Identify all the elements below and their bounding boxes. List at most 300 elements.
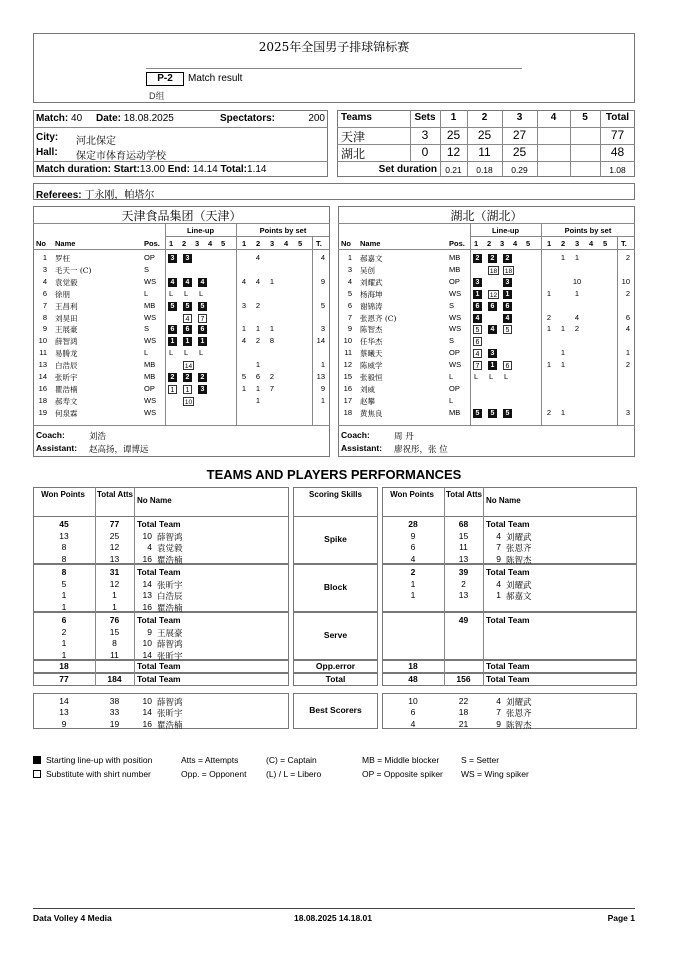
player-position: S [144,264,150,274]
player-name: 陈智杰 [506,720,532,731]
team-total-label: Total Team [137,674,181,684]
starting-position-box: 5 [503,409,512,418]
duration-line [36,164,266,175]
player-name: 毛天一 (C) [55,265,92,275]
score-total: 77 [610,128,625,142]
player-name: 白浩辰 [55,361,78,371]
starting-position-box: 3 [488,349,497,358]
substitute-box: 7 [473,361,482,370]
player-set-points: 1 [560,348,566,358]
player-name: 薛智鸿 [157,697,183,708]
perf-col [95,487,96,517]
player-name: 薛智鸿 [157,532,183,543]
player-position: S [144,324,150,334]
starting-position-box: 5 [473,409,482,418]
roster-rule [338,425,635,426]
player-number: 9 [347,324,352,334]
total-atts: 33 [109,707,120,717]
legend-item: S = Setter [461,755,500,765]
player-number: 16 [343,383,352,393]
total-atts: 13 [109,553,120,564]
player-number: 11 [344,348,352,358]
player-set-points: 1 [255,395,261,405]
player-number: 19 [38,407,47,417]
score-header-7: Total [605,112,630,123]
player-name: 张昕宇 [157,709,183,719]
total-atts-header: Total Atts [97,490,133,499]
legend-item: Substitute with shirt number [46,769,151,779]
team-total-label: Total Team [486,674,530,684]
col-points-set: 1 [547,239,552,248]
player-name: 刘昊田 [55,313,78,323]
total-atts: 19 [109,718,120,729]
perf-col [483,660,484,673]
player-position: OP [449,348,460,358]
starting-position-box: 4 [168,278,177,287]
col-lineup-set: 3 [500,239,505,248]
player-position: WS [144,407,157,417]
performance-title: TEAMS AND PLAYERS PERFORMANCES [206,467,462,482]
player-set-points: 7 [269,383,275,393]
player-name: 赵攀 [360,396,375,406]
player-position: MB [144,372,156,381]
player-name: Total Team [137,567,181,577]
col-lineup-set: 2 [487,239,492,248]
player-name: 瞿浩楠 [157,555,183,566]
substitute-box: 12 [489,291,498,299]
col-pos: Pos. [449,239,465,248]
player-number: 15 [343,372,352,381]
substitute-box: 1 [183,385,192,394]
won-points: 6 [61,615,67,625]
player-set-points: 1 [241,383,247,393]
player-position: OP [449,383,460,393]
score-sets: 3 [421,128,429,142]
player-total: 1 [625,348,630,358]
player-total: 3 [625,407,630,417]
total-atts: 11 [459,542,468,552]
col-lineup-set: 1 [169,239,174,248]
match-line [36,113,82,124]
starting-position-box: 2 [503,254,512,263]
roster-col [470,223,471,425]
col-pos: Pos. [144,239,160,248]
player-total: 4 [320,253,325,262]
player-number: 4 [347,276,352,286]
total-value: 1.14 [247,164,267,175]
player-set-points: 4 [255,253,261,262]
libero-mark: L [184,288,189,298]
player-set-points: 1 [255,383,261,393]
match-number: 40 [71,113,83,124]
player-name: 王展豪 [55,325,78,335]
score-header-4: 3 [516,112,523,123]
perf-col [483,673,484,686]
legend-item: MB = Middle blocker [362,755,440,765]
total-label: Total: [220,164,248,175]
starting-position-box: 3 [183,254,192,263]
player-total: 10 [621,276,630,286]
player-name: 蔡曦天 [360,349,383,359]
player-set-points: 3 [241,300,247,310]
player-set-points: 4 [241,276,247,286]
starting-position-box: 2 [473,254,482,263]
team-name: 天津食品集团（天津） [121,209,242,223]
footer-left: Data Volley 4 Media [33,913,112,923]
start-label: Start: [113,164,140,175]
player-no: 9 [496,718,501,729]
substitute-box: 6 [503,361,512,370]
player-position: WS [449,312,462,322]
player-position: WS [449,288,462,298]
player-position: S [449,336,455,346]
player-total: 3 [320,324,325,334]
won-points: 2 [61,626,67,637]
player-name: 郝嘉文 [360,254,383,263]
player-no: 7 [496,542,501,552]
player-name: 罗枉 [55,254,70,263]
player-set-points: 8 [269,336,275,346]
roster-rule [338,249,635,250]
player-position: WS [449,324,462,334]
score-header-6: 5 [582,112,588,123]
skill-label: Total [325,674,346,684]
player-total: 6 [625,312,630,322]
score-s3: 27 [512,128,527,142]
won-points-header: Won Points [390,490,434,499]
total-atts: 8 [112,638,117,648]
total-atts: 13 [458,553,469,564]
score-total: 48 [610,145,625,159]
player-position: MB [144,360,156,370]
player-name: Total Team [486,519,530,529]
player-name: 刘耀武 [360,277,383,287]
col-points-set: 2 [256,239,261,248]
player-position: L [449,372,454,381]
player-no: 4 [496,695,501,706]
player-name: 薛智鸿 [55,337,78,347]
total-atts: 76 [109,615,120,625]
city-label: City: [36,132,59,143]
starting-position-box: 5 [198,302,207,311]
substitute-box: 5 [473,325,482,334]
total-atts: 1 [112,590,117,600]
total-atts: 15 [109,626,120,637]
player-number: 14 [38,372,47,381]
roster-rule [33,223,330,224]
doc-title: Match result [188,73,243,84]
col-points-set: 3 [270,239,275,248]
player-name: 陈智杰 [360,325,383,335]
player-no: 4 [496,530,501,541]
event-title: 2025年全国男子排球锦标赛 [258,40,410,54]
total-atts: 68 [458,519,469,529]
player-position: L [144,348,149,358]
won-points: 8 [61,553,67,564]
end-value: 14.14 [192,164,218,175]
col-points-set: 5 [298,239,303,248]
player-set-points: 1 [269,276,275,286]
player-no: 9 [496,553,501,564]
player-name: 张恩齐 (C) [360,313,397,323]
player-set-points: 5 [241,372,247,381]
player-number: 6 [347,300,352,310]
score-s3: 25 [512,145,527,159]
perf-col [483,487,484,517]
player-number: 3 [347,264,352,274]
won-points: 10 [408,695,418,706]
total-atts: 25 [109,530,120,541]
score-grid-col [537,161,538,177]
player-name: 薛智鸿 [157,640,183,650]
player-set-points: 2 [255,300,261,310]
starting-position-box: 6 [503,302,512,311]
score-s2: 11 [478,145,491,159]
player-no: 14 [142,578,152,589]
starting-position-box: 4 [473,314,482,323]
col-points-set: 4 [284,239,289,248]
player-no: 7 [496,707,501,717]
points-header: Points by set [259,226,307,235]
scoring-skills-header: Scoring Skills [309,490,362,499]
player-set-points: 1 [574,253,580,262]
roster-col [165,223,166,425]
group-label: D组 [149,91,165,101]
total-atts: 12 [109,578,120,589]
player-no: 10 [142,695,152,706]
starting-position-box: 4 [183,278,192,287]
player-name: 郝嘉文 [506,592,532,602]
player-position: WS [449,360,462,370]
won-points: 77 [59,674,69,684]
substitute-box: 4 [183,314,192,323]
substitute-box: 18 [489,267,498,275]
roster-rule [165,236,330,237]
starting-position-box: 1 [473,290,482,299]
player-no: 16 [142,601,152,612]
score-team: 天津 [341,130,366,144]
player-no: 13 [142,590,152,600]
player-name: 陈智杰 [506,555,532,566]
libero-mark: L [474,372,479,381]
player-name: 刘耀武 [506,697,532,708]
set-duration: 0.21 [445,165,462,175]
end-label: End: [167,164,190,175]
player-set-points: 1 [574,288,580,298]
player-number: 18 [343,407,352,417]
player-no: 14 [142,649,152,660]
player-number: 5 [347,288,352,298]
player-name: Total Team [486,567,530,577]
total-atts: 22 [458,695,469,706]
skill-label: Opp.error [315,661,356,671]
skill-label: Serve [323,630,348,640]
player-total: 1 [320,395,325,405]
starting-position-box: 1 [503,290,512,299]
player-no: 10 [142,638,152,648]
player-set-points: 1 [546,360,552,370]
player-name: 刘耀武 [506,532,532,543]
legend-item: WS = Wing spiker [461,769,529,779]
team-name: 湖北（湖北） [450,209,523,223]
player-set-points: 1 [255,324,261,334]
roster-rule [338,223,635,224]
player-number: 10 [343,336,352,346]
perf-col [95,660,96,673]
won-points-header: Won Points [41,490,85,499]
col-lineup-set: 1 [474,239,479,248]
score-grid-col [570,161,571,177]
won-points: 8 [61,567,67,577]
city-value: 河北保定 [76,136,116,147]
player-name: 杨海坤 [360,289,383,299]
player-name: 谢锦涛 [360,301,383,311]
col-lineup-set: 5 [526,239,531,248]
starting-position-box: 3 [503,278,512,287]
skill-label: Block [323,582,348,592]
player-position: MB [449,253,461,262]
player-total: 13 [316,372,325,381]
player-name: 王昌利 [55,301,78,311]
player-name: 张毅恒 [360,373,383,382]
score-header-3: 2 [481,112,488,123]
footer-rule [33,908,635,909]
date-label: Date: [96,113,122,124]
col-name: Name [360,239,381,248]
total-duration: 1.08 [609,165,626,175]
coach-label: Coach: [36,430,65,440]
player-set-points: 2 [574,324,580,334]
libero-mark: L [169,288,174,298]
player-name: 任华杰 [360,337,383,347]
substitute-box: 14 [184,363,193,371]
player-set-points: 1 [560,407,566,417]
starting-position-box: 3 [198,385,207,394]
player-set-points: 10 [572,276,582,286]
won-points: 1 [61,601,67,612]
won-points: 5 [61,578,67,589]
player-number: 4 [42,276,47,286]
player-position: WS [144,312,157,322]
player-set-points: 1 [560,324,566,334]
player-no: 10 [142,530,152,541]
starting-position-box: 2 [168,373,177,382]
libero-mark: L [199,288,204,298]
hall-value: 保定市体育运动学校 [76,151,166,162]
player-number: 9 [42,324,47,334]
player-name: 陈威学 [360,361,383,371]
score-header-1: Sets [414,112,436,123]
player-position: S [449,300,455,310]
player-name: 易腾龙 [55,349,78,359]
total-atts: 15 [458,530,469,541]
no-name-header: No Name [137,496,172,505]
won-points: 48 [408,674,418,684]
col-total: T. [316,239,322,248]
player-position: OP [144,253,155,262]
starting-lineup-swatch [33,756,41,764]
won-points: 1 [410,578,416,589]
coach-name: 刘浩 [89,432,107,442]
total-atts: 38 [109,695,120,706]
col-points-set: 3 [575,239,580,248]
player-position: OP [144,383,155,393]
player-number: 12 [343,360,352,370]
col-no: No [341,239,351,248]
player-no: 14 [142,707,152,717]
col-lineup-set: 3 [195,239,200,248]
libero-mark: L [199,348,204,358]
substitute-box: 1 [168,385,177,394]
won-points: 9 [410,530,416,541]
substitute-box: 6 [473,337,482,346]
perf-col [483,612,484,660]
player-name: 何泉霖 [55,408,78,418]
spectators-value: 200 [308,113,325,124]
player-name: Total Team [137,519,181,529]
player-name: 张昕宇 [157,580,183,591]
points-header: Points by set [564,226,612,235]
won-points: 1 [61,590,67,600]
starting-position-box: 3 [168,254,177,263]
libero-mark: L [489,372,494,381]
substitute-box: 5 [503,325,512,334]
won-points: 13 [59,707,69,717]
doc-code: P-2 [157,73,173,84]
won-points: 6 [410,542,416,552]
player-position: MB [449,264,461,274]
footer-right: Page 1 [607,913,635,923]
total-atts: 77 [109,519,120,529]
player-set-points: 2 [269,372,275,381]
starting-position-box: 4 [198,278,207,287]
match-label: Match: [36,113,69,124]
won-points: 9 [61,718,67,729]
player-position: WS [144,395,157,405]
perf-col [134,660,135,673]
perf-col [134,487,135,517]
col-lineup-set: 2 [182,239,187,248]
player-no: 4 [496,578,501,589]
team-total-label: Total Team [486,661,530,671]
col-lineup-set: 5 [221,239,226,248]
perf-col [444,660,445,673]
player-name: 瞿浩楠 [157,603,183,614]
player-position: L [449,395,454,405]
starting-position-box: 2 [488,254,497,263]
set-duration: 0.29 [511,165,528,175]
player-position: WS [144,336,157,346]
roster-rule [33,249,330,250]
score-header-2: 1 [450,112,457,123]
player-set-points: 4 [255,276,261,286]
player-total: 5 [320,300,325,310]
total-atts: 2 [461,578,466,589]
assistant-label: Assistant: [341,443,383,453]
total-atts: 18 [458,707,469,717]
player-position: L [144,288,149,298]
player-set-points: 1 [560,253,566,262]
player-no: 9 [147,626,152,637]
team-total-label: Total Team [137,661,181,671]
player-number: 18 [38,395,47,405]
player-set-points: 2 [255,336,261,346]
referees-line [36,186,154,201]
player-no: 16 [142,553,152,564]
total-atts: 11 [110,649,119,660]
starting-position-box: 5 [183,302,192,311]
won-points: 45 [59,519,69,529]
